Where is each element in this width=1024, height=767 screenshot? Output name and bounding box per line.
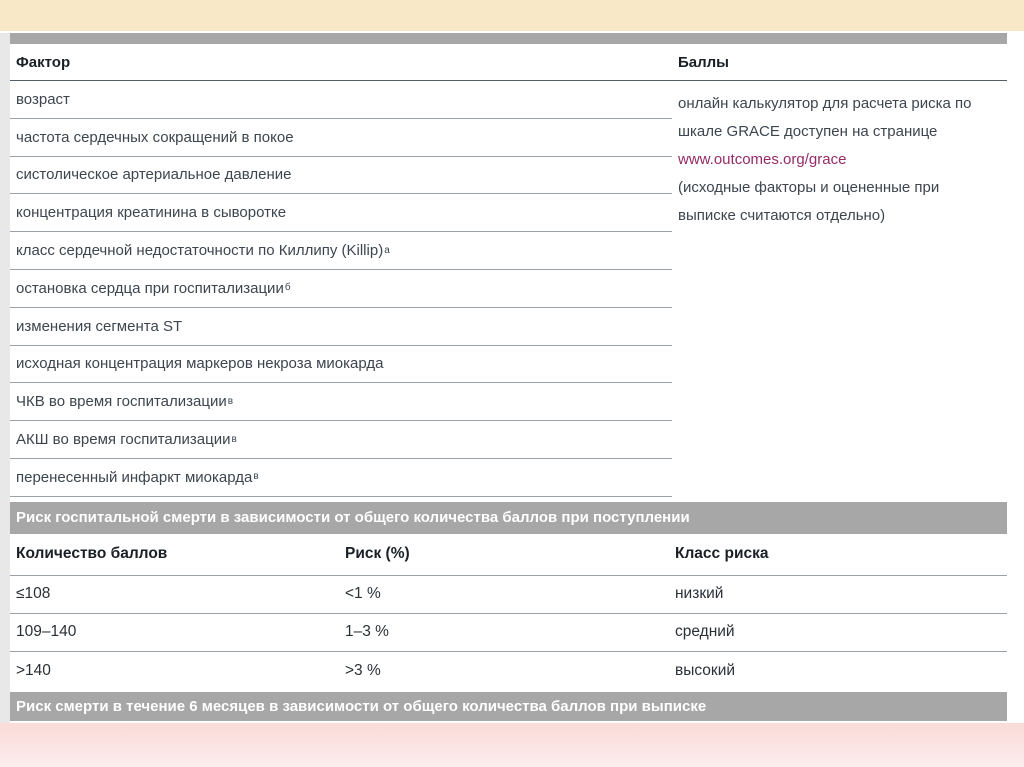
note-line: онлайн калькулятор для расчета риска по xyxy=(678,95,972,112)
factor-label: перенесенный инфаркт миокарда xyxy=(16,468,253,486)
factor-row-cardiac-arrest: остановка сердца при госпитализации б xyxy=(10,270,672,308)
risk-row-low xyxy=(10,576,1007,614)
admission-risk-band-title: Риск госпитальной смерти в зависимости от общего количества баллов при поступлении xyxy=(10,502,1007,534)
factor-label: систолическое артериальное давление xyxy=(16,166,292,184)
risk-table-header xyxy=(10,534,1007,576)
factor-row-cabg: АКШ во время госпитализации в xyxy=(10,421,672,459)
factor-label: ЧКВ во время госпитализации xyxy=(16,393,227,411)
risk-percent-cell: 1–3 % xyxy=(345,623,389,641)
factor-row-creatinine xyxy=(10,194,672,232)
risk-row-medium xyxy=(10,614,1007,652)
note-line: выписке считаются отдельно) xyxy=(678,207,886,224)
factor-row-systolic-bp xyxy=(10,157,672,195)
risk-points-cell: >140 xyxy=(16,661,51,679)
factor-row-prior-mi: перенесенный инфаркт миокарда в xyxy=(10,459,672,497)
table-top-border xyxy=(10,33,1007,44)
risk-points-cell: 109–140 xyxy=(16,623,77,641)
slide-top-border xyxy=(0,0,1024,31)
grace-calculator-link[interactable]: www.outcomes.org/grace xyxy=(678,151,847,168)
note-line: шкале GRACE доступен на странице xyxy=(678,123,938,140)
risk-class-column-header: Класс риска xyxy=(675,545,769,563)
discharge-risk-band-title: Риск смерти в течение 6 месяцев в зависимости от общего количества баллов при выписке xyxy=(10,692,1007,721)
factor-column-header: Фактор xyxy=(16,53,71,71)
factor-label: исходная концентрация маркеров некроза миокарда xyxy=(16,355,384,373)
factor-label: концентрация креатинина в сыворотке xyxy=(16,204,287,222)
risk-percent-cell: <1 % xyxy=(345,585,381,603)
factor-row-age xyxy=(10,81,672,119)
factor-row-pci: ЧКВ во время госпитализации в xyxy=(10,383,672,421)
risk-percent-column-header: Риск (%) xyxy=(345,545,410,563)
factor-label: остановка сердца при госпитализации xyxy=(16,279,284,297)
factor-label: изменения сегмента ST xyxy=(16,317,183,335)
risk-class-cell: низкий xyxy=(675,585,724,603)
factor-row-killip-class: класс сердечной недостаточности по Киллипу (Killip) а xyxy=(10,232,672,270)
factor-label: АКШ во время госпитализации xyxy=(16,431,231,449)
factor-row-heart-rate xyxy=(10,119,672,157)
risk-row-high xyxy=(10,652,1007,690)
factor-table-body xyxy=(10,81,1007,497)
factor-row-st-segment xyxy=(10,308,672,346)
factor-list xyxy=(10,81,672,497)
risk-points-cell: ≤108 xyxy=(16,585,51,603)
points-note xyxy=(672,81,1007,497)
risk-class-cell: средний xyxy=(675,623,735,641)
factor-row-necrosis-markers xyxy=(10,346,672,384)
points-column-header: Баллы xyxy=(678,53,729,71)
slide-left-edge xyxy=(0,33,10,723)
slide-bottom-border xyxy=(0,723,1024,767)
grace-score-content xyxy=(10,33,1007,721)
factor-label: возраст xyxy=(16,90,70,108)
risk-class-cell: высокий xyxy=(675,661,736,679)
factor-label: частота сердечных сокращений в покое xyxy=(16,128,294,146)
risk-points-column-header: Количество баллов xyxy=(16,545,168,563)
risk-percent-cell: >3 % xyxy=(345,661,381,679)
factor-table-header xyxy=(10,44,1007,81)
note-line: (исходные факторы и оцененные при xyxy=(678,179,940,196)
factor-label: класс сердечной недостаточности по Киллипу (Killip) xyxy=(16,242,384,260)
